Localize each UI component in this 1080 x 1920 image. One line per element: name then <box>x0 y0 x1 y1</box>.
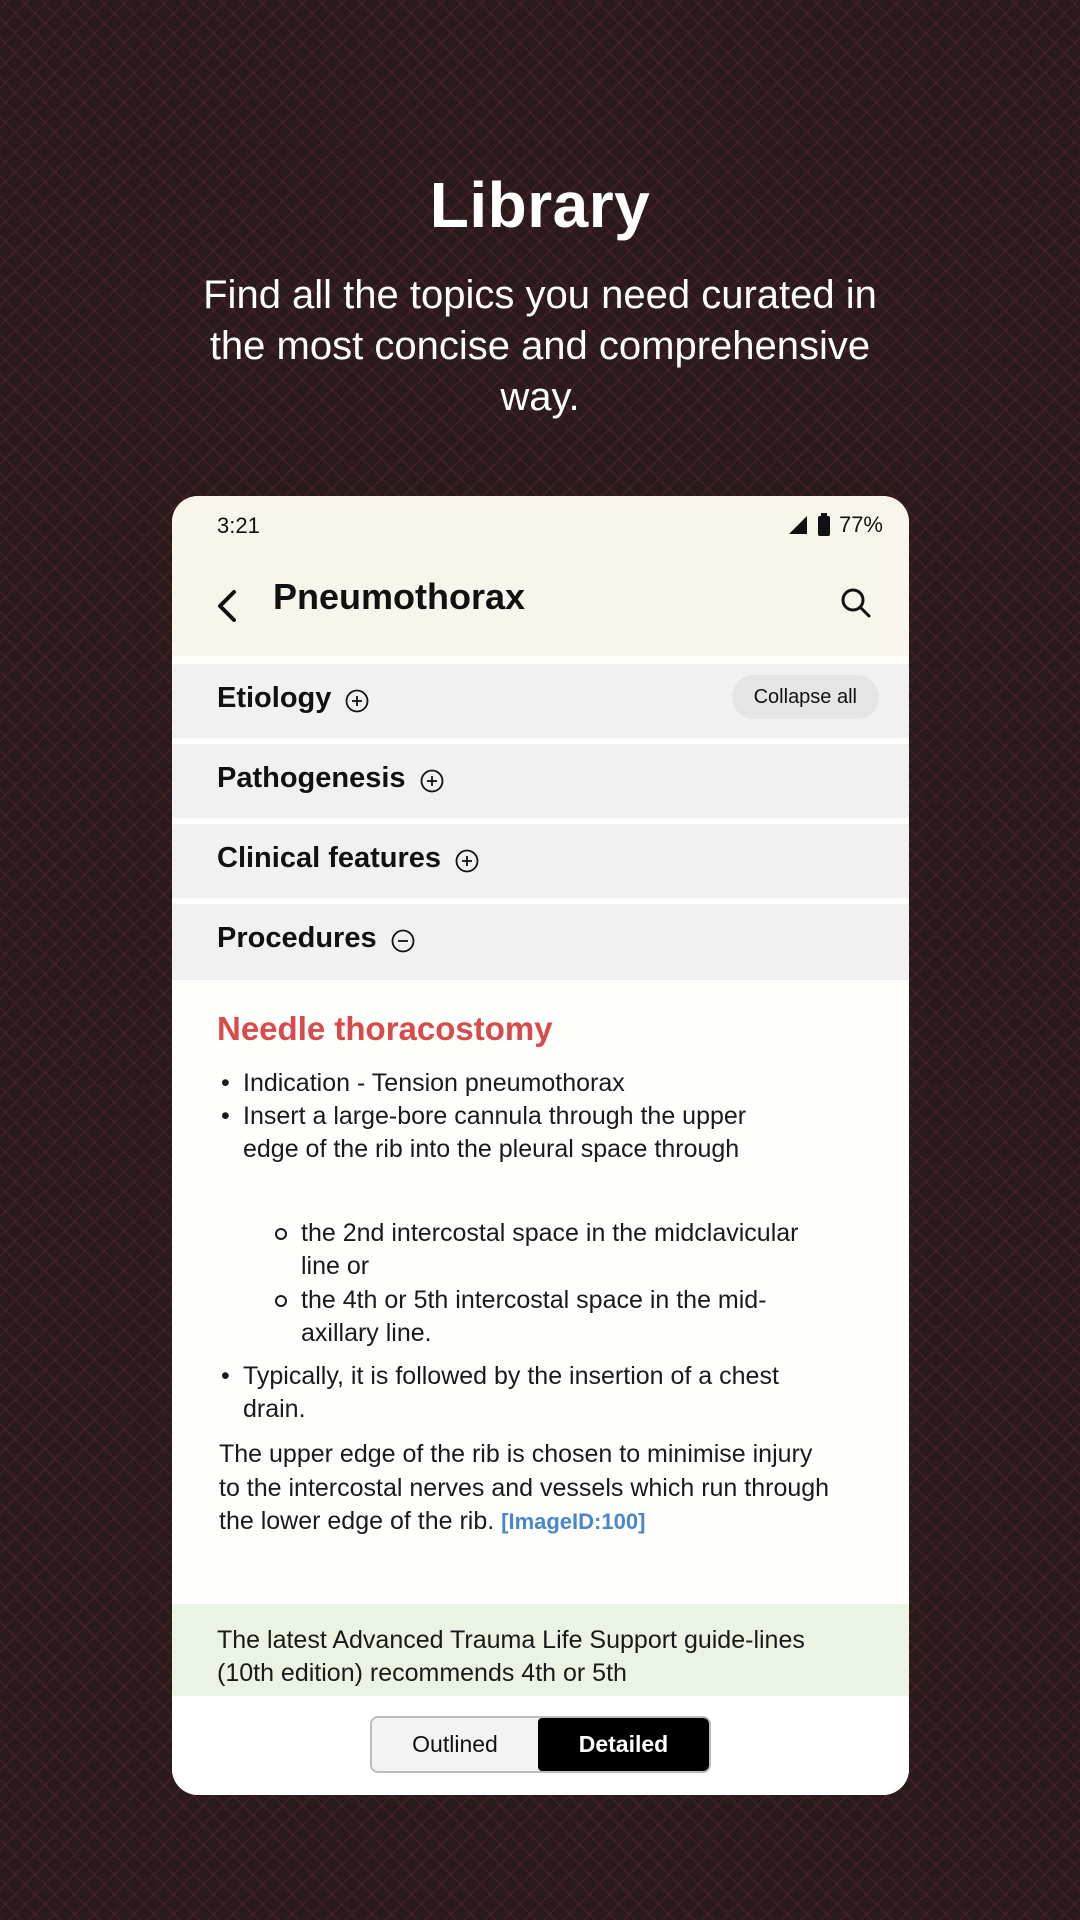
guideline-note <box>172 1604 909 1696</box>
bullet-text: Typically, it is followed by the insertion of a chest drain. <box>243 1362 779 1423</box>
detailed-option[interactable]: Detailed <box>538 1718 709 1771</box>
plus-circle-icon <box>345 689 369 713</box>
section-pathogenesis-text: Pathogenesis <box>217 762 406 794</box>
section-etiology-text: Etiology <box>217 682 332 714</box>
section-clinical-features-text: Clinical features <box>217 842 442 874</box>
chevron-left-icon[interactable] <box>212 588 244 624</box>
bullet-text: Indication - Tension pneumothorax <box>243 1069 625 1097</box>
bullet-item <box>221 1100 803 1166</box>
section-pathogenesis[interactable] <box>172 744 909 818</box>
section-pathogenesis-label <box>217 762 444 795</box>
hero-subtitle: Find all the topics you need curated in the most concise and comprehensive way. <box>203 273 877 419</box>
bullet-dot: • <box>221 1102 230 1130</box>
sub-bullet-item <box>301 1217 801 1283</box>
minus-circle-icon <box>391 929 415 953</box>
battery-icon <box>817 513 831 537</box>
bullet-dot: • <box>221 1069 230 1097</box>
procedure-title: Needle thoracostomy <box>217 1010 553 1047</box>
bullet-ring <box>275 1228 287 1240</box>
note-text: The latest Advanced Trauma Life Support guide-lines (10th edition) recommends 4th or 5th <box>217 1626 805 1687</box>
outlined-option[interactable]: Outlined <box>412 1731 498 1757</box>
status-icons <box>787 512 883 538</box>
section-procedures-label <box>217 922 415 955</box>
status-bar <box>172 496 909 556</box>
battery-percent: 77% <box>838 512 883 537</box>
paragraph-text: The upper edge of the rib is chosen to minimise injury to the intercostal nerves and vessels which run through the lower edge of the rib. <box>219 1440 830 1535</box>
section-clinical-features-label <box>217 842 479 875</box>
sub-bullet-text: the 2nd intercostal space in the midclavicular line or <box>301 1219 799 1280</box>
hero-title: Library <box>429 169 651 241</box>
sub-bullet-text: the 4th or 5th intercostal space in the mid-axillary line. <box>301 1286 767 1347</box>
bottom-bar <box>172 1696 909 1795</box>
bullet-item <box>221 1360 813 1426</box>
page-title: Pneumothorax <box>273 576 526 617</box>
plus-circle-icon <box>455 849 479 873</box>
phone-screen <box>172 496 909 1795</box>
app-bar <box>172 556 909 656</box>
section-clinical-features[interactable] <box>172 824 909 898</box>
signal-icon <box>787 514 809 536</box>
plus-circle-icon <box>420 769 444 793</box>
section-etiology-label <box>217 682 369 715</box>
status-time: 3:21 <box>217 513 260 538</box>
bullet-text: Insert a large-bore cannula through the upper edge of the rib into the pleural space through <box>243 1102 747 1163</box>
section-procedures[interactable] <box>172 904 909 980</box>
procedure-paragraph <box>219 1438 839 1539</box>
image-link[interactable]: [ImageID:100] <box>501 1509 646 1534</box>
bullet-dot: • <box>221 1362 230 1390</box>
section-procedures-text: Procedures <box>217 922 377 954</box>
section-etiology[interactable] <box>172 664 909 738</box>
sub-bullet-item <box>301 1284 801 1350</box>
search-icon[interactable] <box>839 586 873 620</box>
collapse-all-button[interactable]: Collapse all <box>732 675 879 719</box>
bullet-item <box>221 1067 843 1100</box>
view-toggle <box>370 1716 711 1773</box>
bullet-ring <box>275 1295 287 1307</box>
